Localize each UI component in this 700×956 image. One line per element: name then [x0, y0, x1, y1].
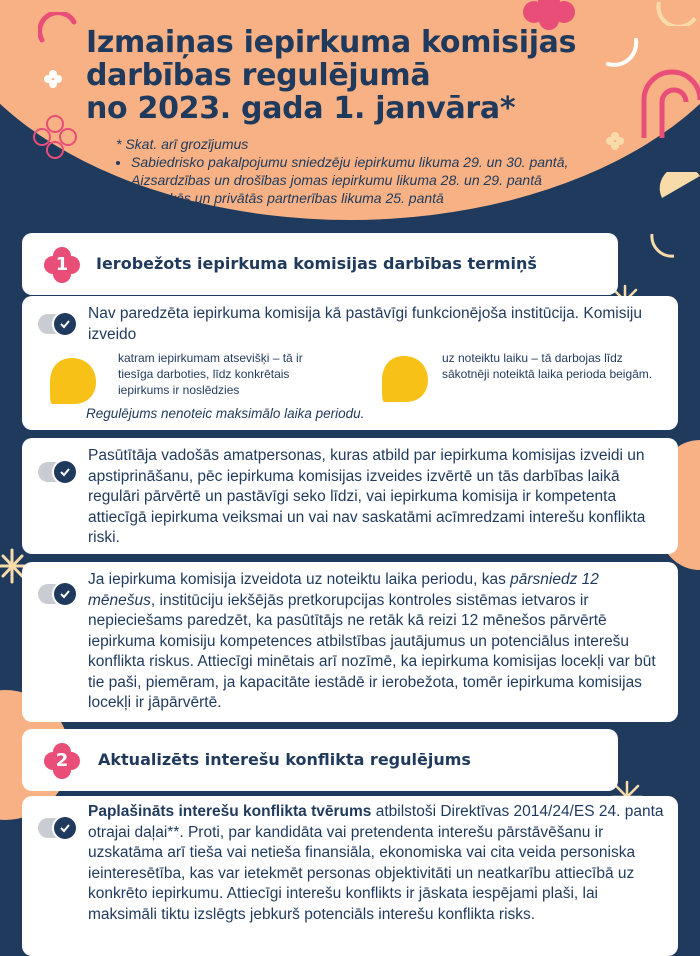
arc-decoration-icon [38, 12, 78, 44]
top-arc-icon [655, 0, 700, 26]
arch-outline-icon [636, 60, 700, 140]
card-3-text: Ja iepirkuma komisija izveidota uz noteiktu laika periodu, kas pārsniedz 12 mēnešus, institūciju iekšējās pretkorupcijas kontroles sistēmas ietvaros ir nepieciešams paredzēt, ka pasūtītājs ne retāk kā reizi 12 mēnešos pārvērtē iepirkuma komisiju kompetences atbilstības jautājumus un potenciālus interešu konflikta riskus. Attiecīgi minētais arī nozīmē, ka iepirkuma komisijas locekļi var būt tie paši, piemēram, ja kapacitāte iestādē ir ierobežota, tomēr iepirkuma komisijas locekļi ir jāpārvērtē. [88, 571, 656, 711]
toggle-knob [54, 817, 76, 839]
check-icon [59, 822, 71, 834]
toggle-switch[interactable] [38, 314, 76, 334]
info-card-2 [22, 438, 678, 554]
footnote-item: • Sabiedrisko pakalpojumu sniedzēju iepirkumu likuma 29. un 30. pantā, [131, 153, 676, 171]
card-1-footnote: Regulējums nenoteic maksimālo laika periodu. [86, 406, 365, 421]
footnote-intro: * Skat. arī grozījumus [116, 136, 249, 152]
check-icon [59, 318, 71, 330]
footnote-item: • Publiskās un privātās partnerības likuma 25. pantā [131, 189, 676, 207]
title-line-1: Izmaiņas iepirkuma komisijas [86, 25, 577, 60]
info-card-1 [22, 296, 678, 430]
toggle-knob [54, 583, 76, 605]
title-line-2: darbības regulējumā [86, 58, 431, 93]
section-number: 1 [55, 254, 69, 275]
check-icon [59, 588, 71, 600]
yellow-blob-icon [46, 354, 98, 406]
section-title: Ierobežots iepirkuma komisijas darbības termiņš [96, 254, 537, 273]
card-2-text: Pasūtītāja vadošās amatpersonas, kuras atbild par iepirkuma komisijas izveidi un apstiprināšanu, pēc iepirkuma komisijas izveides izvērtē un tās darbības laikā regulāri pārvērtē un pastāvīgi seko līdzi, vai iepirkuma komisija ir kompetenta attiecīgā iepirkuma veiksmai un vai nav saskatāmi acīmredzami interešu konflikta riski. [88, 447, 646, 546]
small-flower-icon [44, 70, 62, 88]
toggle-switch[interactable] [38, 462, 76, 482]
toggle-knob [54, 461, 76, 483]
footnote-list [116, 153, 676, 207]
card-4-text: Paplašināts interešu konflikta tvērums atbilstoši Direktīvas 2014/24/ES 24. panta otrajai daļai**. Proti, par kandidāta vai pretendenta interešu pārstāvēšanu ir uzskatāma arī tieša vai netieša finansiāla, ekonomiska vai cita veida personiska ieinteresētība, kas var ietekmēt personas objektivitāti un neatkarību attiecībā uz konkrēto iepirkumu. Attiecīgi interešu konflikts ir jāskata iespējami plaši, lai maksimāli tiktu izslēgts jebkurš potenciāls interešu konflikta risks. [88, 803, 664, 923]
info-card-4 [22, 796, 678, 956]
title-line-3: no 2023. gada 1. janvāra* [86, 91, 516, 126]
section-title: Aktualizēts interešu konflikta regulējums [98, 750, 471, 769]
yellow-blob-icon [378, 352, 430, 404]
toggle-switch[interactable] [38, 818, 76, 838]
page-title [86, 26, 576, 125]
section-1-header [22, 233, 618, 295]
card-1-text: Nav paredzēta iepirkuma komisija kā pastāvīgi funkcionējoša institūcija. Komisiju izveido [88, 305, 642, 343]
section-2-header [22, 729, 618, 791]
side-arc-icon [648, 230, 678, 260]
option-left-text: katram iepirkumam atsevišķi – tā ir tiesīga darboties, līdz konkrētais iepirkums ir noslēdzies [118, 351, 303, 397]
info-card-3 [22, 562, 678, 722]
section-number: 2 [55, 750, 69, 771]
toggle-switch[interactable] [38, 584, 76, 604]
flower-outline-icon [30, 112, 80, 162]
toggle-knob [54, 313, 76, 335]
check-icon [59, 466, 71, 478]
footnote-item: • Aizsardzības un drošības jomas iepirkumu likuma 28. un 29. pantā [131, 171, 676, 189]
footnote-block [116, 135, 676, 207]
option-right-text: uz noteiktu laiku – tā darbojas līdz sākotnēji noteiktā laika perioda beigām. [442, 351, 653, 381]
